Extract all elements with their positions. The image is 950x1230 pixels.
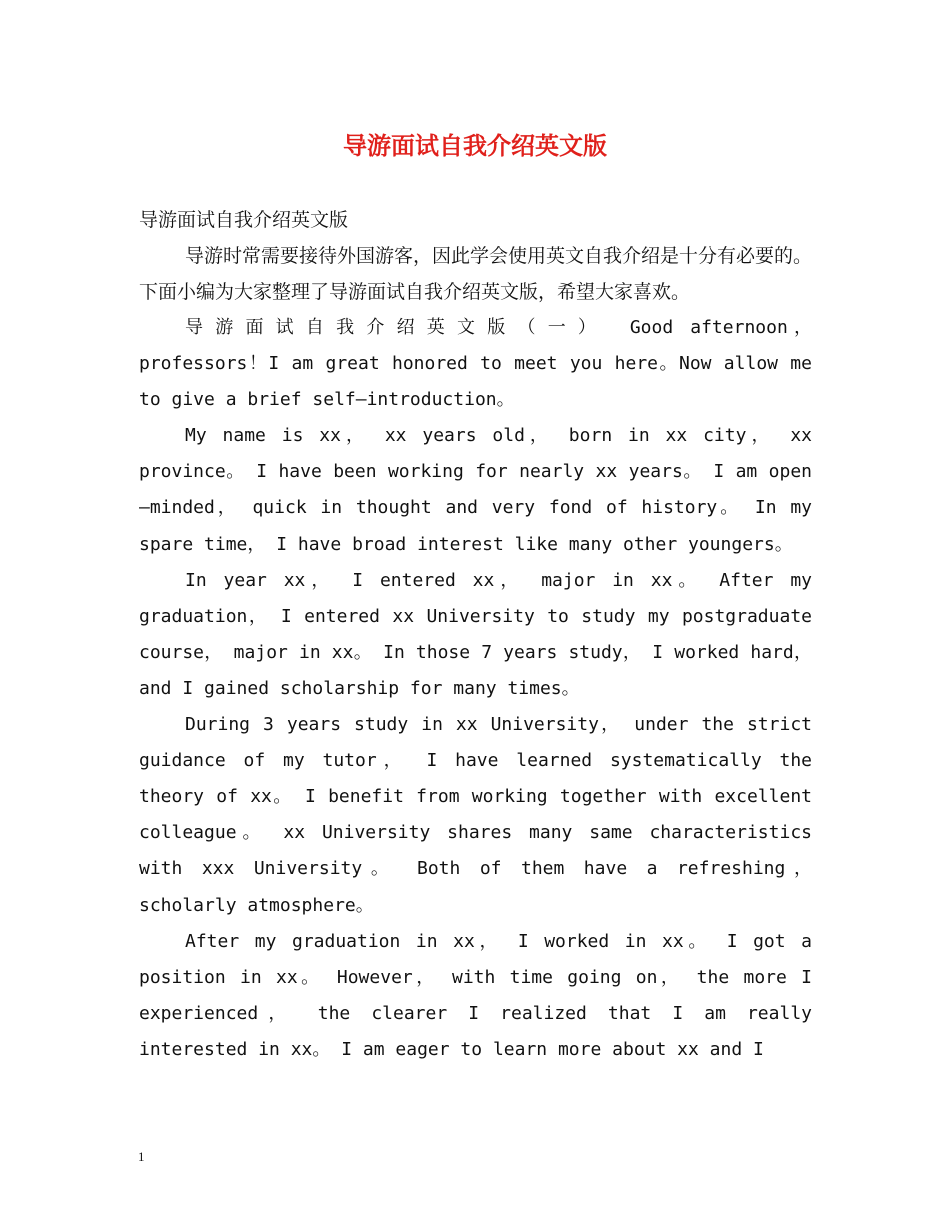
- page-number: 1: [138, 1149, 145, 1164]
- paragraph-2: My name is xx， xx years old， born in xx city， xx province。 I have been working for nearly xx years。 I am open—minded， quick in thought and very fond of history。 In my spare time， I have broad interest like many other youngers。: [139, 425, 812, 555]
- paragraph-5: After my graduation in xx， I worked in xx。 I got a position in xx。 However， with time going on， the more I experienced， the clearer I realized that I am really interested in xx。 I am eager to learn more about xx and I: [139, 930, 812, 1060]
- paragraph-1-text: Good afternoon，professors！I am great honored to meet you here。Now allow me to give a brief self—introduction。: [139, 317, 813, 411]
- document-title: 导游面试自我介绍英文版: [343, 131, 607, 160]
- section-heading: 导游面试自我介绍英文版（一）: [185, 317, 609, 338]
- document-subtitle: 导游面试自我介绍英文版: [139, 209, 349, 231]
- intro-paragraph: 导游时常需要接待外国游客，因此学会使用英文自我介绍是十分有必要的。下面小编为大家整理了导游面试自我介绍英文版，希望大家喜欢。: [139, 245, 813, 303]
- document-body: [139, 202, 812, 1068]
- paragraph-greeting: [139, 310, 812, 418]
- paragraph-4: During 3 years study in xx University， under the strict guidance of my tutor， I have learned systematically the theory of xx。 I benefit from working together with excellent colleague。 xx University shares many same characteristics with xxx University。 Both of them have a refreshing，scholarly atmosphere。: [139, 714, 812, 916]
- paragraph-3: In year xx， I entered xx， major in xx。 After my graduation， I entered xx University to study my postgraduate course， major in xx。 In those 7 years study， I worked hard， and I gained scholarship for many times。: [139, 569, 812, 699]
